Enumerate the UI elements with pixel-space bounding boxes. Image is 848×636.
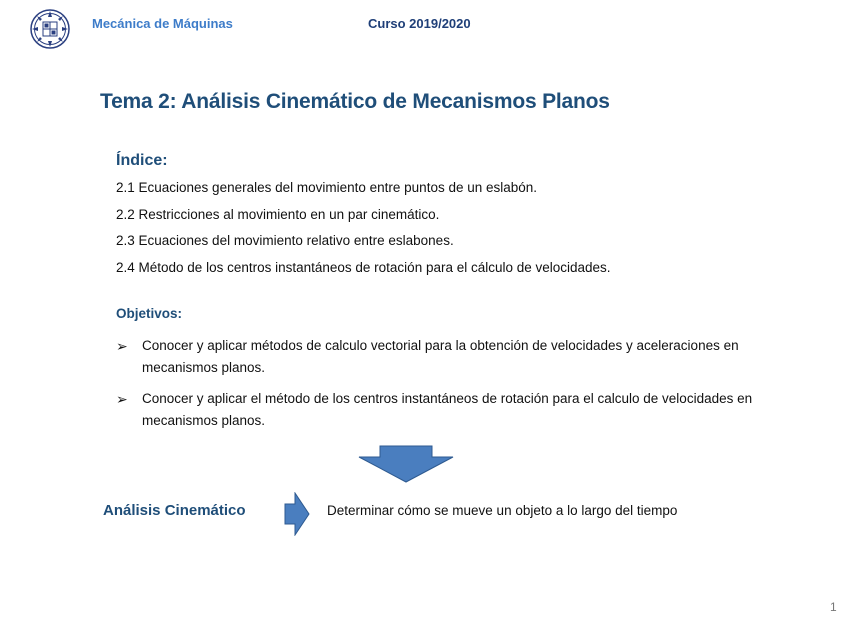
index-heading: Índice: <box>116 152 168 169</box>
objective-text: Conocer y aplicar métodos de calculo vectorial para la obtención de velocidades y aceleraciones en mecanismos planos. <box>142 338 739 375</box>
objectives-list <box>116 335 796 441</box>
index-item: 2.1 Ecuaciones generales del movimiento entre puntos de un eslabón. <box>116 180 538 195</box>
index-item: 2.2 Restricciones al movimiento en un par cinemático. <box>116 206 440 222</box>
objective-item <box>116 335 796 379</box>
objective-text: Conocer y aplicar el método de los centros instantáneos de rotación para el calculo de velocidades en mecanismos planos. <box>142 391 753 428</box>
header-course: Curso 2019/2020 <box>368 16 471 31</box>
header-subject: Mecánica de Máquinas <box>92 16 233 31</box>
objective-item <box>116 388 796 432</box>
arrow-bullet-icon: ➢ <box>116 391 128 407</box>
kinematic-analysis-label: Análisis Cinemático <box>103 502 246 519</box>
arrow-down-icon <box>358 445 454 483</box>
index-list <box>116 178 611 284</box>
kinematic-analysis-definition: Determinar cómo se mueve un objeto a lo largo del tiempo <box>327 503 678 518</box>
arrow-bullet-icon: ➢ <box>116 338 128 354</box>
index-item: 2.3 Ecuaciones del movimiento relativo entre eslabones. <box>116 233 454 248</box>
university-seal-icon <box>30 9 70 49</box>
slide-title: Tema 2: Análisis Cinemático de Mecanismos Planos <box>100 90 610 113</box>
arrow-right-icon <box>284 492 310 536</box>
page-number: 1 <box>830 600 837 614</box>
objectives-heading: Objetivos: <box>116 306 183 321</box>
index-item: 2.4 Método de los centros instantáneos de rotación para el cálculo de velocidades. <box>116 259 611 275</box>
